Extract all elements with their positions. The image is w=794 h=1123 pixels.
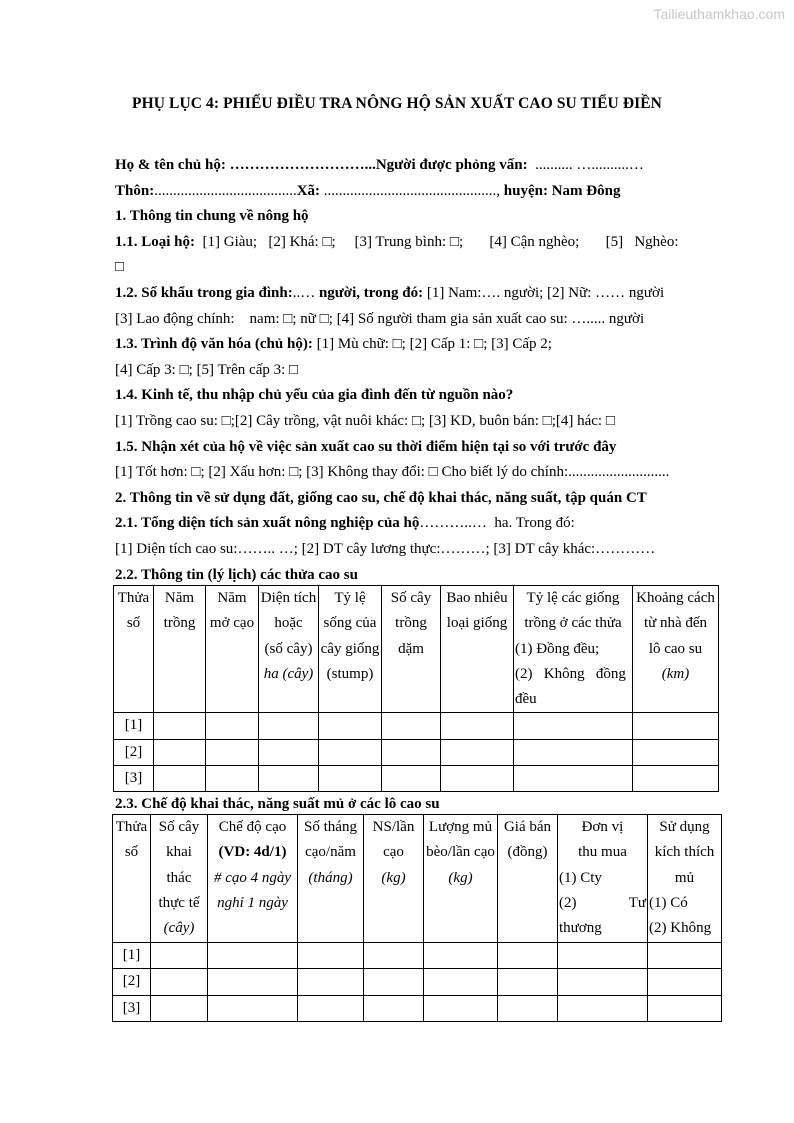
question-line <box>115 486 720 512</box>
header-line: Lượng mủ <box>428 819 493 835</box>
question-line <box>115 511 720 537</box>
entry-cell[interactable] <box>208 995 298 1021</box>
header-line: hoặc <box>274 615 303 632</box>
column-header <box>208 815 298 943</box>
entry-cell[interactable] <box>319 713 382 739</box>
entry-cell[interactable] <box>298 969 364 995</box>
row-label: [2] <box>113 969 151 995</box>
table-row <box>114 713 719 739</box>
column-header <box>648 815 722 943</box>
table-row <box>114 739 719 765</box>
field-label: huyện: Nam Đông <box>503 182 621 199</box>
header-line: (VD: 4d/1) <box>218 844 287 861</box>
entry-cell[interactable] <box>364 969 424 995</box>
field-text[interactable]: [1] Diện tích cao su:…….. …; [2] DT cây lương thực:………; [3] DT cây khác:………… <box>115 540 656 557</box>
field-text[interactable]: .......... …..........… <box>531 157 644 173</box>
header-line: (kg) <box>381 869 406 886</box>
header-line: Đơn vị <box>581 819 624 835</box>
header-line: số <box>124 844 139 861</box>
row-label: [3] <box>114 766 154 792</box>
header-line: thương <box>559 920 602 937</box>
column-header <box>206 586 259 713</box>
column-header <box>154 586 206 713</box>
entry-cell[interactable] <box>558 995 648 1021</box>
entry-cell[interactable] <box>648 969 722 995</box>
entry-cell[interactable] <box>259 713 319 739</box>
column-header <box>151 815 208 943</box>
header-line: đều <box>515 691 537 708</box>
field-text[interactable]: [1] Mù chữ: □; [2] Cấp 1: □; [3] Cấp 2; <box>316 336 552 353</box>
header-line: dặm <box>398 640 424 657</box>
entry-cell[interactable] <box>514 766 633 792</box>
entry-cell[interactable] <box>151 943 208 969</box>
plot-info-table <box>113 585 719 792</box>
column-header <box>259 586 319 713</box>
header-line: khai <box>166 844 192 861</box>
field-text[interactable]: [3] Lao động chính: nam: □; nữ □; [4] Số người tham gia sản xuất cao su: …..... người <box>115 310 645 327</box>
field-text[interactable]: [1] Tốt hơn: □; [2] Xấu hơn: □; [3] Không thay đổi: □ Cho biết lý do chính:........................... <box>115 464 670 481</box>
header-line: lô cao su <box>648 640 703 657</box>
header-line: Thửa <box>115 819 148 835</box>
field-label: 1.2. Số khẩu trong gia đình: <box>115 284 293 301</box>
header-line: Bao nhiêu <box>446 590 508 606</box>
entry-cell[interactable] <box>424 969 498 995</box>
header-line: nghỉ 1 ngày <box>217 894 288 911</box>
entry-cell[interactable] <box>424 995 498 1021</box>
header-row <box>113 815 722 943</box>
header-line: trồng <box>395 615 427 632</box>
question-line <box>115 230 720 256</box>
entry-cell[interactable] <box>441 739 514 765</box>
header-line: loại giống <box>446 615 508 632</box>
entry-cell[interactable] <box>424 943 498 969</box>
field-text[interactable]: □ <box>115 259 125 276</box>
row-label: [3] <box>113 995 151 1021</box>
header-line: mở cạo <box>209 615 255 632</box>
header-line: (đồng) <box>507 844 548 861</box>
field-text[interactable]: ..… <box>292 284 319 301</box>
column-header <box>364 815 424 943</box>
entry-cell[interactable] <box>364 995 424 1021</box>
field-label: Xã: <box>296 182 324 199</box>
entry-cell[interactable] <box>498 995 558 1021</box>
table-row <box>114 766 719 792</box>
header-line: số <box>126 615 141 632</box>
header-line: Diện tích <box>260 590 317 606</box>
header-line: (2) Tư <box>559 894 647 911</box>
field-text[interactable]: ………..… ha. Trong đó: <box>419 515 575 532</box>
header-line: Thửa <box>117 590 150 606</box>
entry-cell[interactable] <box>298 943 364 969</box>
header-line: # cạo 4 ngày <box>213 869 292 886</box>
field-label: 2.1. Tổng diện tích sản xuất nông nghiệp của hộ <box>115 515 420 532</box>
entry-cell[interactable] <box>633 766 719 792</box>
column-header <box>424 815 498 943</box>
entry-cell[interactable] <box>648 995 722 1021</box>
entry-cell[interactable] <box>633 713 719 739</box>
watermark: Tailieuthamkhao.com <box>653 6 785 22</box>
header-line: Chế độ cạo <box>218 819 287 835</box>
header-line: (km) <box>661 665 690 682</box>
field-label: 1.4. Kinh tế, thu nhập chủ yếu của gia đình đến từ nguồn nào? <box>115 387 514 404</box>
header-line: (1) Có <box>649 894 688 911</box>
row-label: [1] <box>113 943 151 969</box>
page-title: PHỤ LỤC 4: PHIẾU ĐIỀU TRA NÔNG HỘ SẢN XUẤT CAO SU TIỂU ĐIỀN <box>132 95 662 112</box>
entry-cell[interactable] <box>382 713 441 739</box>
section-2-3-heading: 2.3. Chế độ khai thác, năng suất mủ ở các lô cao su <box>115 796 440 812</box>
entry-cell[interactable] <box>514 739 633 765</box>
header-line: (1) Đồng đều; <box>515 640 600 657</box>
entry-cell[interactable] <box>206 766 259 792</box>
question-line <box>115 204 720 230</box>
entry-cell[interactable] <box>558 943 648 969</box>
header-line: Tỷ lệ <box>334 590 366 606</box>
column-header <box>113 815 151 943</box>
entry-cell[interactable] <box>259 766 319 792</box>
header-line: ha (cây) <box>263 665 314 682</box>
question-line <box>115 179 720 205</box>
entry-cell[interactable] <box>319 739 382 765</box>
header-line: cây giống <box>320 640 380 657</box>
entry-cell[interactable] <box>441 713 514 739</box>
header-line: sống của <box>323 615 377 632</box>
field-label: 2.2. Thông tin (lý lịch) các thửa cao su <box>115 566 358 583</box>
header-line: trồng <box>163 615 196 632</box>
column-header <box>514 586 633 713</box>
entry-cell[interactable] <box>151 969 208 995</box>
entry-cell[interactable] <box>154 766 206 792</box>
header-line: bèo/lần cạo <box>426 844 495 861</box>
entry-cell[interactable] <box>206 739 259 765</box>
header-line: Số cây <box>390 590 432 606</box>
header-line: thác <box>166 869 192 886</box>
column-header <box>441 586 514 713</box>
header-line: Tỷ lệ các giống <box>526 590 620 606</box>
row-label: [1] <box>114 713 154 739</box>
question-line <box>115 281 720 307</box>
column-header <box>319 586 382 713</box>
entry-cell[interactable] <box>633 739 719 765</box>
question-line <box>115 307 720 333</box>
header-line: Sử dụng <box>659 819 710 835</box>
field-label: 1.5. Nhận xét của hộ về việc sản xuất cao su thời điểm hiện tại so với trước đây <box>115 438 617 455</box>
header-line: (tháng) <box>308 869 353 886</box>
entry-cell[interactable] <box>382 766 441 792</box>
header-line: Năm <box>217 590 247 606</box>
header-line: (cây) <box>163 920 195 937</box>
field-label: người, trong đó: <box>318 284 427 301</box>
header-line: kích thích <box>654 844 715 861</box>
header-row <box>114 586 719 713</box>
field-text[interactable]: .............................................., <box>323 182 504 199</box>
header-line: thực tế <box>158 894 200 911</box>
question-line <box>115 460 720 486</box>
header-line: Khoảng cách <box>636 590 715 606</box>
header-line: Số tháng <box>304 819 357 835</box>
entry-cell[interactable] <box>558 969 648 995</box>
header-line: (kg) <box>448 869 473 886</box>
question-line <box>115 153 720 179</box>
header-line: NS/lần <box>372 819 415 835</box>
column-header <box>558 815 648 943</box>
header-line: trồng ở các thửa <box>524 615 622 632</box>
header-line: (2) Không <box>649 920 712 937</box>
entry-cell[interactable] <box>154 713 206 739</box>
table-row <box>113 943 722 969</box>
table-row <box>113 995 722 1021</box>
column-header <box>114 586 154 713</box>
question-line <box>115 409 720 435</box>
row-label: [2] <box>114 739 154 765</box>
entry-cell[interactable] <box>208 943 298 969</box>
question-line <box>115 332 720 358</box>
column-header <box>498 815 558 943</box>
entry-cell[interactable] <box>498 943 558 969</box>
field-text[interactable]: [1] Giàu; [2] Khá: □; [3] Trung bình: □; [4] Cận nghèo; [5] Nghèo: <box>198 233 679 250</box>
header-line: cạo <box>383 844 404 861</box>
field-text[interactable]: [1] Nam:…. người; [2] Nữ: …… người <box>426 284 665 301</box>
header-line: mủ <box>674 869 695 886</box>
entry-cell[interactable] <box>206 713 259 739</box>
header-line: từ nhà đến <box>643 615 708 632</box>
header-line: (1) Cty <box>559 869 602 886</box>
header-line: thu mua <box>578 844 627 861</box>
entry-cell[interactable] <box>382 739 441 765</box>
entry-cell[interactable] <box>208 969 298 995</box>
header-line: Giá bán <box>503 819 552 835</box>
entry-cell[interactable] <box>319 766 382 792</box>
entry-cell[interactable] <box>514 713 633 739</box>
header-line: (2) Không đồng <box>515 665 626 682</box>
entry-cell[interactable] <box>441 766 514 792</box>
entry-cell[interactable] <box>259 739 319 765</box>
entry-cell[interactable] <box>648 943 722 969</box>
header-line: cạo/năm <box>305 844 356 861</box>
column-header <box>633 586 719 713</box>
field-label: Thôn: <box>115 182 155 199</box>
field-text[interactable]: [1] Trồng cao su: □;[2] Cây trồng, vật nuôi khác: □; [3] KD, buôn bán: □;[4] hác: □ <box>115 412 615 429</box>
survey-questions <box>115 153 720 588</box>
field-text[interactable]: [4] Cấp 3: □; [5] Trên cấp 3: □ <box>115 361 299 378</box>
question-line <box>115 537 720 563</box>
field-label: Họ & tên chủ hộ: ………………………...Người được phỏng vấn: <box>115 157 532 173</box>
field-label: 1.1. Loại hộ: <box>115 233 199 250</box>
question-line <box>115 435 720 461</box>
question-line <box>115 255 720 281</box>
header-line: Số cây <box>158 819 200 835</box>
field-text[interactable]: ...................................... <box>154 182 297 199</box>
column-header <box>382 586 441 713</box>
column-header <box>298 815 364 943</box>
entry-cell[interactable] <box>154 739 206 765</box>
field-label: 1. Thông tin chung về nông hộ <box>115 208 309 225</box>
question-line <box>115 358 720 384</box>
header-line: (số cây) <box>264 640 313 657</box>
header-line: (stump) <box>326 665 374 682</box>
entry-cell[interactable] <box>364 943 424 969</box>
header-line: Năm <box>164 590 195 606</box>
question-line <box>115 383 720 409</box>
tapping-yield-table <box>112 814 722 1022</box>
field-label: 2. Thông tin về sử dụng đất, giống cao su, chế độ khai thác, năng suất, tập quán CT <box>115 489 647 506</box>
entry-cell[interactable] <box>151 995 208 1021</box>
entry-cell[interactable] <box>498 969 558 995</box>
entry-cell[interactable] <box>298 995 364 1021</box>
field-label: 1.3. Trình độ văn hóa (chủ hộ): <box>115 336 317 353</box>
table-row <box>113 969 722 995</box>
